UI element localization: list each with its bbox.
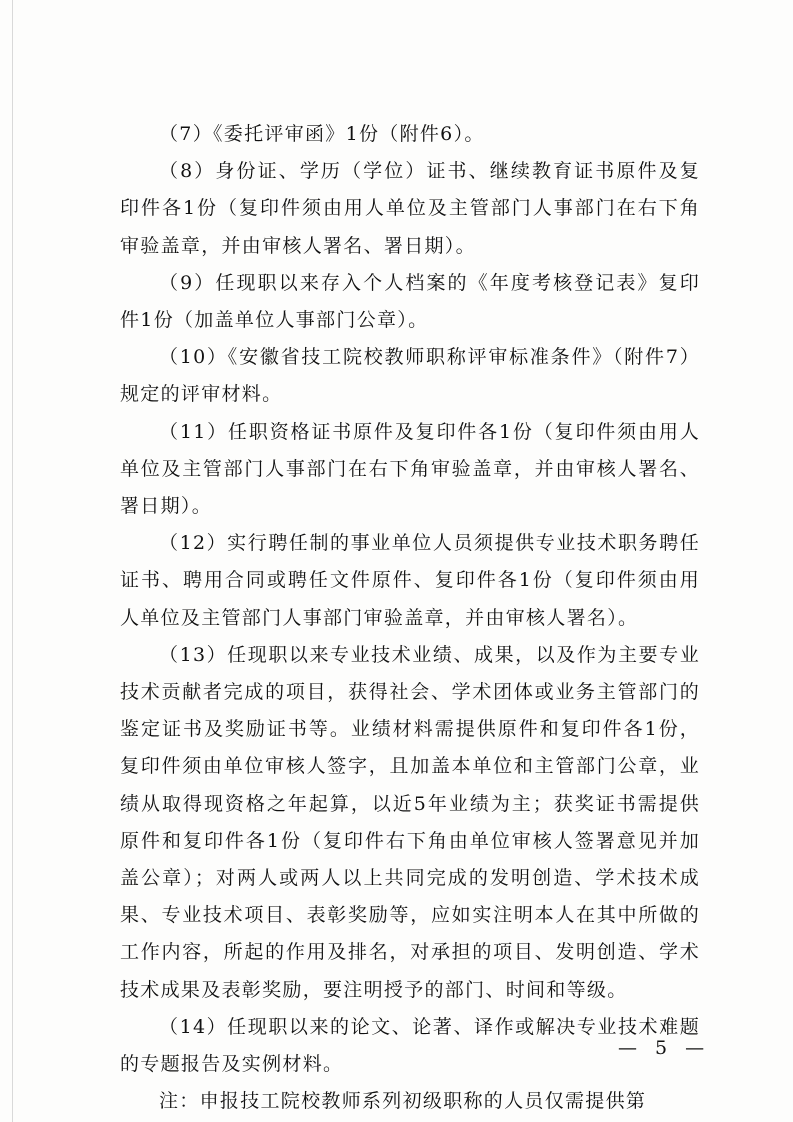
item-8-paragraph: （8）身份证、学历（学位）证书、继续教育证书原件及复印件各1份（复印件须由用人单位及主管部门人事部门在右下角审验盖章，并由审核人署名、署日期）。 [120,160,700,257]
item-13-paragraph: （13）任现职以来专业技术业绩、成果，以及作为主要专业技术贡献者完成的项目，获得社会、学术团体或业务主管部门的鉴定证书及奖励证书等。业绩材料需提供原件和复印件各1份，复印件须由单位审核人签字，且加盖本单位和主管部门公章，业绩从取得现资格之年起算，以近5年业绩为主；获奖证书需提供原件和复印件各1份（复印件右下角由单位审核人签署意见并加盖公章）；对两人或两人以上共同完成的发明创造、学术技术成果、专业技术项目、表彰奖励等，应如实注明本人在其中所做的工作内容，所起的作用及排名，对承担的项目、发明创造、学术技术成果及表彰奖励，要注明授予的部门、时间和等级。 [120,643,700,1001]
item-12-paragraph: （12）实行聘任制的事业单位人员须提供专业技术职务聘任证书、聘用合同或聘任文件原件、复印件各1份（复印件须由用人单位及主管部门人事部门审验盖章，并由审核人署名）。 [120,532,700,629]
item-9-paragraph: （9）任现职以来存入个人档案的《年度考核登记表》复印件1份（加盖单位人事部门公章）。 [120,271,700,332]
item-10-paragraph: （10）《安徽省技工院校教师职称评审标准条件》（附件7）规定的评审材料。 [120,346,700,406]
item-7-paragraph: （7）《委托评审函》1份（附件6）。 [159,123,485,145]
document-body [120,116,700,1120]
item-11-paragraph: （11）任职资格证书原件及复印件各1份（复印件须由用人单位及主管部门人事部门在右下角审验盖章，并由审核人署名、署日期）。 [120,420,700,518]
note-paragraph: 注：申报技工院校教师系列初级职称的人员仅需提供第 [159,1090,647,1113]
scan-edge-line [12,0,13,1122]
item-14-paragraph: （14）任现职以来的论文、论著、译作或解决专业技术难题的专题报告及实例材料。 [120,1015,700,1076]
page-number: — 5 — [618,1037,711,1059]
